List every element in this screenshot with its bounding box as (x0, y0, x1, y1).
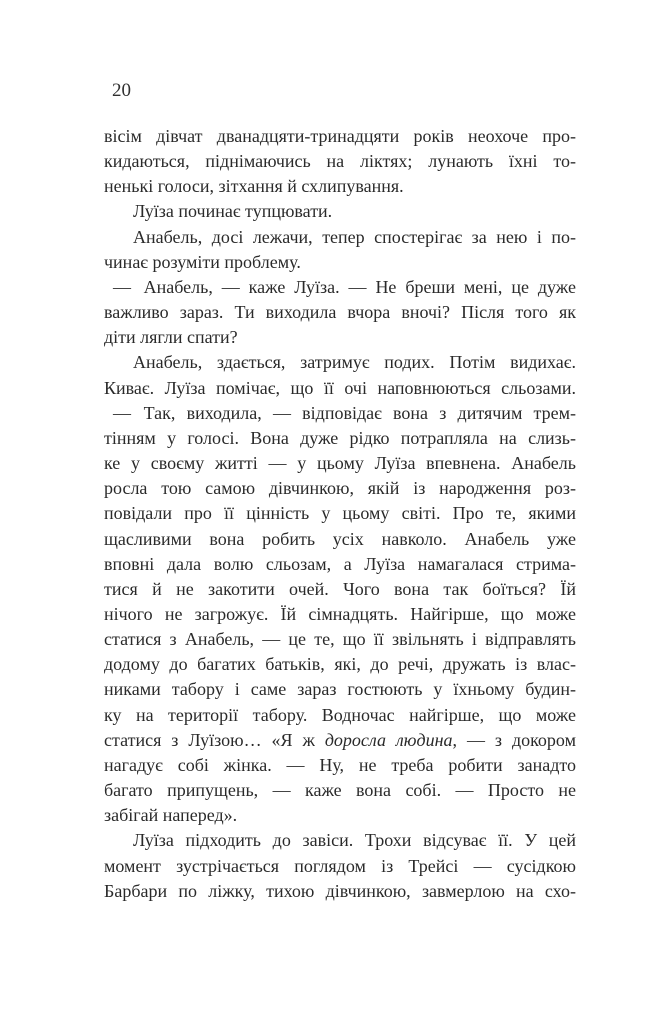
text-line: росла тою самою дівчинкою, якій із народження роз- (104, 478, 576, 499)
text-line: Киває. Луїза помічає, що її очі наповнюються сльозами. (104, 377, 576, 398)
text-line: важливо зараз. Ти виходила вчора вночі? Після того як (104, 302, 576, 323)
text-line: чинає розуміти проблему. (104, 251, 301, 272)
text-line: ку на території табору. Водночас найгірше, що може (104, 704, 576, 725)
text-line: Луїза починає тупцювати. (133, 201, 333, 222)
text-line: — Анабель, — каже Луїза. — Не бреши мені, це дуже (113, 276, 576, 297)
text-line: момент зустрічається поглядом із Трейсі — сусідкою (104, 855, 576, 876)
text-line: статися з Анабель, — це те, що її звільнять і відправлять (104, 629, 576, 650)
text-line: повідали про її цінність у цьому світі. Про те, якими (104, 503, 576, 524)
text-line: Анабель, здається, затримує подих. Потім видихає. (133, 352, 576, 373)
page-number: 20 (112, 80, 131, 101)
text-line: ке у своєму житті — у цьому Луїза впевнена. Анабель (104, 453, 576, 474)
text-line: багато припущень, — каже вона собі. — Просто не (104, 780, 576, 801)
text-line: тися й не закотити очей. Чого вона так боїться? Їй (104, 578, 576, 599)
text-line: Анабель, досі лежачи, тепер спостерігає за нею і по- (133, 226, 576, 247)
text-line: додому до багатих батьків, які, до речі, дружать із влас- (104, 654, 576, 675)
italic-text: доросла людина (324, 729, 453, 750)
text-line: тінням у голосі. Вона дуже рідко потрапляла на слизь- (104, 427, 576, 448)
text-line: вісім дівчат дванадцяти-тринадцяти років неохоче про- (104, 126, 576, 146)
text-line: кидаються, піднімаючись на ліктях; лунають їхні то- (104, 151, 576, 172)
text-line: забігай наперед». (104, 805, 238, 826)
text-line: никами табору і саме зараз гостюють у їхньому будин- (104, 679, 576, 700)
text-line: Барбари по ліжку, тихою дівчинкою, завмерлою на схо- (104, 880, 576, 901)
text-line: нагадує собі жінка. — Ну, не треба робити занадто (104, 754, 576, 775)
text-line: діти лягли спати? (104, 327, 238, 348)
text-line: нічого не загрожує. Їй сімнадцять. Найгірше, що може (104, 603, 576, 624)
text-line: вповні дала волю сльозам, а Луїза намагалася стрима- (104, 553, 576, 574)
text-line: Луїза підходить до завіси. Трохи відсуває її. У цей (133, 830, 576, 851)
text-block (104, 124, 576, 904)
text-line: — Так, виходила, — відповідає вона з дитячим трем- (113, 402, 576, 423)
text-line: ненькі голоси, зітхання й схлипування. (104, 176, 404, 197)
text-line: щасливими вона робить усіх навколо. Анабель уже (104, 528, 576, 549)
text-line: статися з Луїзою… «Я ж доросла людина, — з докором (104, 729, 576, 750)
